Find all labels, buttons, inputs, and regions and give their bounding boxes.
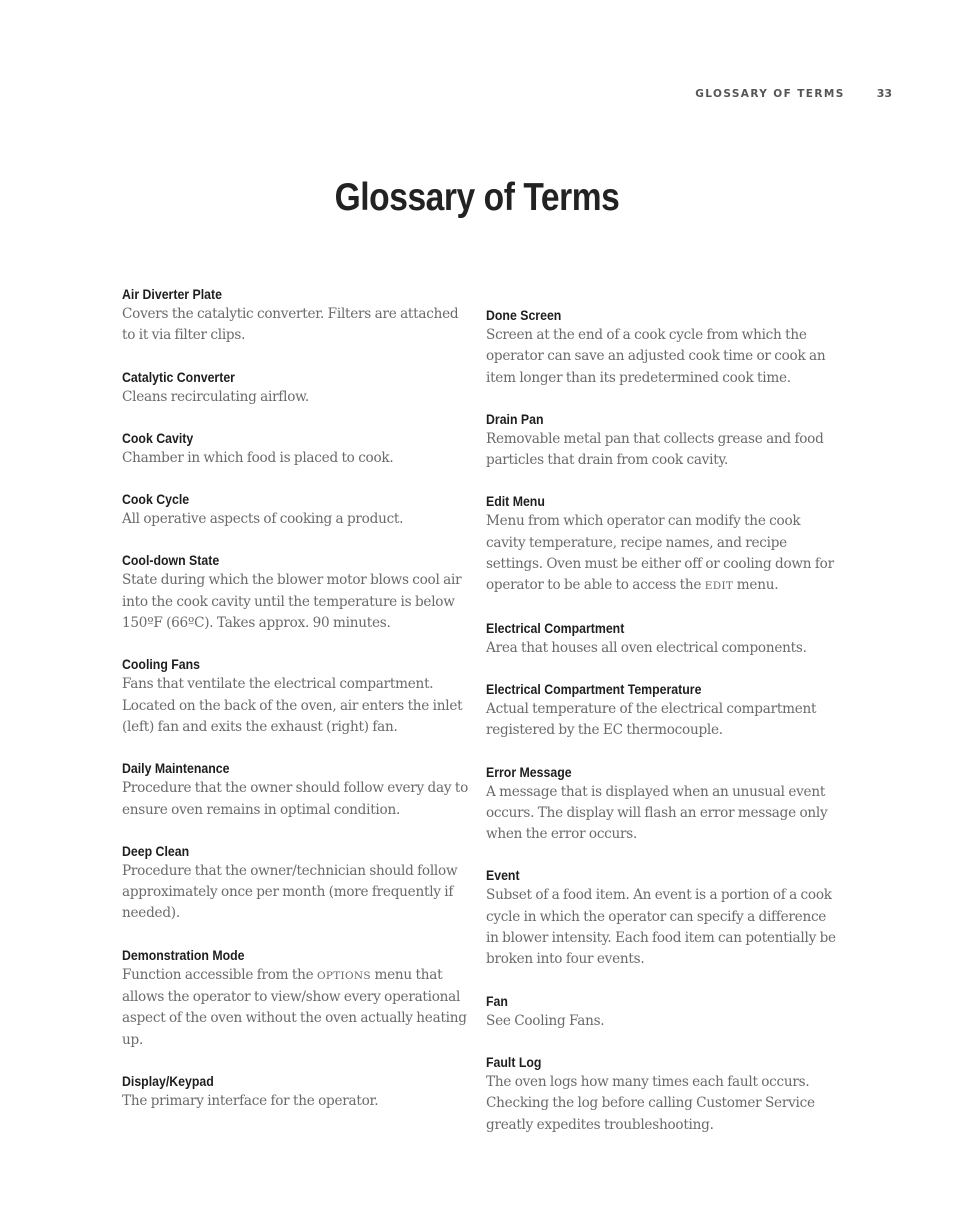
glossary-term: Fault Log bbox=[486, 1053, 542, 1070]
menu-name-edit: EDIT bbox=[704, 580, 734, 593]
glossary-entry bbox=[486, 763, 836, 846]
glossary-definition: The primary interface for the operator. bbox=[122, 1092, 379, 1109]
glossary-definition: Subset of a food item. An event is a portion of a cook cycle in which the operator can specify a difference in blower intensity. Each food item can potentially be broken into four events. bbox=[486, 887, 836, 968]
glossary-left-column bbox=[122, 285, 472, 1133]
definition-text: Menu from which operator can modify the cook cavity temperature, recipe names, and recipe settings. Oven must be either off or cooling down for operator to be able to access the bbox=[486, 513, 834, 594]
glossary-entry bbox=[122, 490, 472, 530]
glossary-term: Event bbox=[486, 867, 520, 884]
page-title: Glossary of Terms bbox=[334, 176, 620, 219]
glossary-term: Catalytic Converter bbox=[122, 368, 235, 385]
glossary-definition: Screen at the end of a cook cycle from which the operator can save an adjusted cook time or cook an item longer than its predetermined cook time. bbox=[486, 327, 826, 386]
glossary-definition: Actual temperature of the electrical compartment registered by the EC thermocouple. bbox=[486, 700, 817, 739]
glossary-entry bbox=[122, 759, 472, 821]
glossary-entry bbox=[486, 866, 836, 970]
glossary-entry bbox=[122, 1072, 472, 1112]
glossary-entry bbox=[122, 551, 472, 634]
glossary-entry bbox=[486, 1053, 836, 1136]
glossary-term: Drain Pan bbox=[486, 410, 544, 427]
glossary-entry bbox=[486, 619, 836, 659]
glossary-definition: All operative aspects of cooking a product. bbox=[122, 511, 404, 528]
glossary-definition: See Cooling Fans. bbox=[486, 1012, 605, 1029]
glossary-right-column bbox=[486, 306, 836, 1157]
definition-text: menu that allows the operator to view/show every operational aspect of the oven without the oven actually heating up. bbox=[122, 966, 467, 1048]
glossary-term: Daily Maintenance bbox=[122, 760, 230, 777]
glossary-definition bbox=[122, 965, 472, 1051]
glossary-entry bbox=[122, 655, 472, 738]
glossary-term: Electrical Compartment Temperature bbox=[486, 680, 702, 697]
running-head bbox=[695, 87, 892, 100]
glossary-term: Air Diverter Plate bbox=[122, 286, 222, 302]
glossary-term: Edit Menu bbox=[486, 493, 545, 510]
glossary-entry bbox=[122, 368, 472, 408]
glossary-definition: State during which the blower motor blows cool air into the cook cavity until the temperature is below 150ºF (66ºC). Takes approx. 90 minutes. bbox=[122, 572, 462, 632]
glossary-term: Fan bbox=[486, 992, 508, 1009]
glossary-term: Cooling Fans bbox=[122, 656, 201, 673]
glossary-entry bbox=[122, 946, 472, 1051]
glossary-definition: Fans that ventilate the electrical compartment. Located on the back of the oven, air enters the inlet (left) fan and exits the exhaust (right) fan. bbox=[122, 676, 463, 735]
glossary-entry bbox=[486, 992, 836, 1032]
glossary-definition: Procedure that the owner should follow every day to ensure oven remains in optimal condition. bbox=[122, 780, 468, 818]
glossary-definition: Area that houses all oven electrical components. bbox=[486, 639, 807, 656]
glossary-entry bbox=[486, 680, 836, 742]
glossary-term: Display/Keypad bbox=[122, 1072, 214, 1089]
glossary-entry bbox=[122, 842, 472, 925]
glossary-term: Cool-down State bbox=[122, 552, 220, 569]
glossary-definition: Covers the catalytic converter. Filters are attached to it via filter clips. bbox=[122, 306, 459, 344]
running-head-title: GLOSSARY OF TERMS bbox=[695, 88, 845, 100]
glossary-term: Cook Cavity bbox=[122, 429, 194, 446]
glossary-entry bbox=[486, 492, 836, 597]
glossary-term: Error Message bbox=[486, 763, 572, 780]
glossary-definition: Cleans recirculating airflow. bbox=[122, 388, 309, 405]
page-number: 33 bbox=[876, 87, 892, 100]
glossary-entry bbox=[122, 285, 472, 347]
glossary-definition: A message that is displayed when an unusual event occurs. The display will flash an error message only when the error occurs. bbox=[486, 783, 828, 843]
glossary-entry bbox=[122, 429, 472, 469]
glossary-definition: Chamber in which food is placed to cook. bbox=[122, 449, 394, 466]
definition-text: menu. bbox=[733, 577, 779, 594]
glossary-term: Deep Clean bbox=[122, 842, 190, 859]
definition-text: Function accessible from the bbox=[122, 966, 317, 983]
glossary-definition: The oven logs how many times each fault occurs. Checking the log before calling Customer Service greatly expedites troubleshooting. bbox=[486, 1073, 815, 1133]
glossary-definition bbox=[486, 511, 836, 597]
glossary-entry bbox=[486, 306, 836, 389]
glossary-term: Electrical Compartment bbox=[486, 619, 625, 636]
glossary-term: Cook Cycle bbox=[122, 491, 190, 508]
glossary-term: Done Screen bbox=[486, 307, 562, 323]
glossary-definition: Removable metal pan that collects grease and food particles that drain from cook cavity. bbox=[486, 430, 824, 469]
glossary-definition: Procedure that the owner/technician should follow approximately once per month (more frequently if needed). bbox=[122, 862, 458, 922]
glossary-entry bbox=[486, 410, 836, 472]
menu-name-options: OPTIONS bbox=[316, 969, 371, 982]
glossary-term: Demonstration Mode bbox=[122, 946, 245, 963]
